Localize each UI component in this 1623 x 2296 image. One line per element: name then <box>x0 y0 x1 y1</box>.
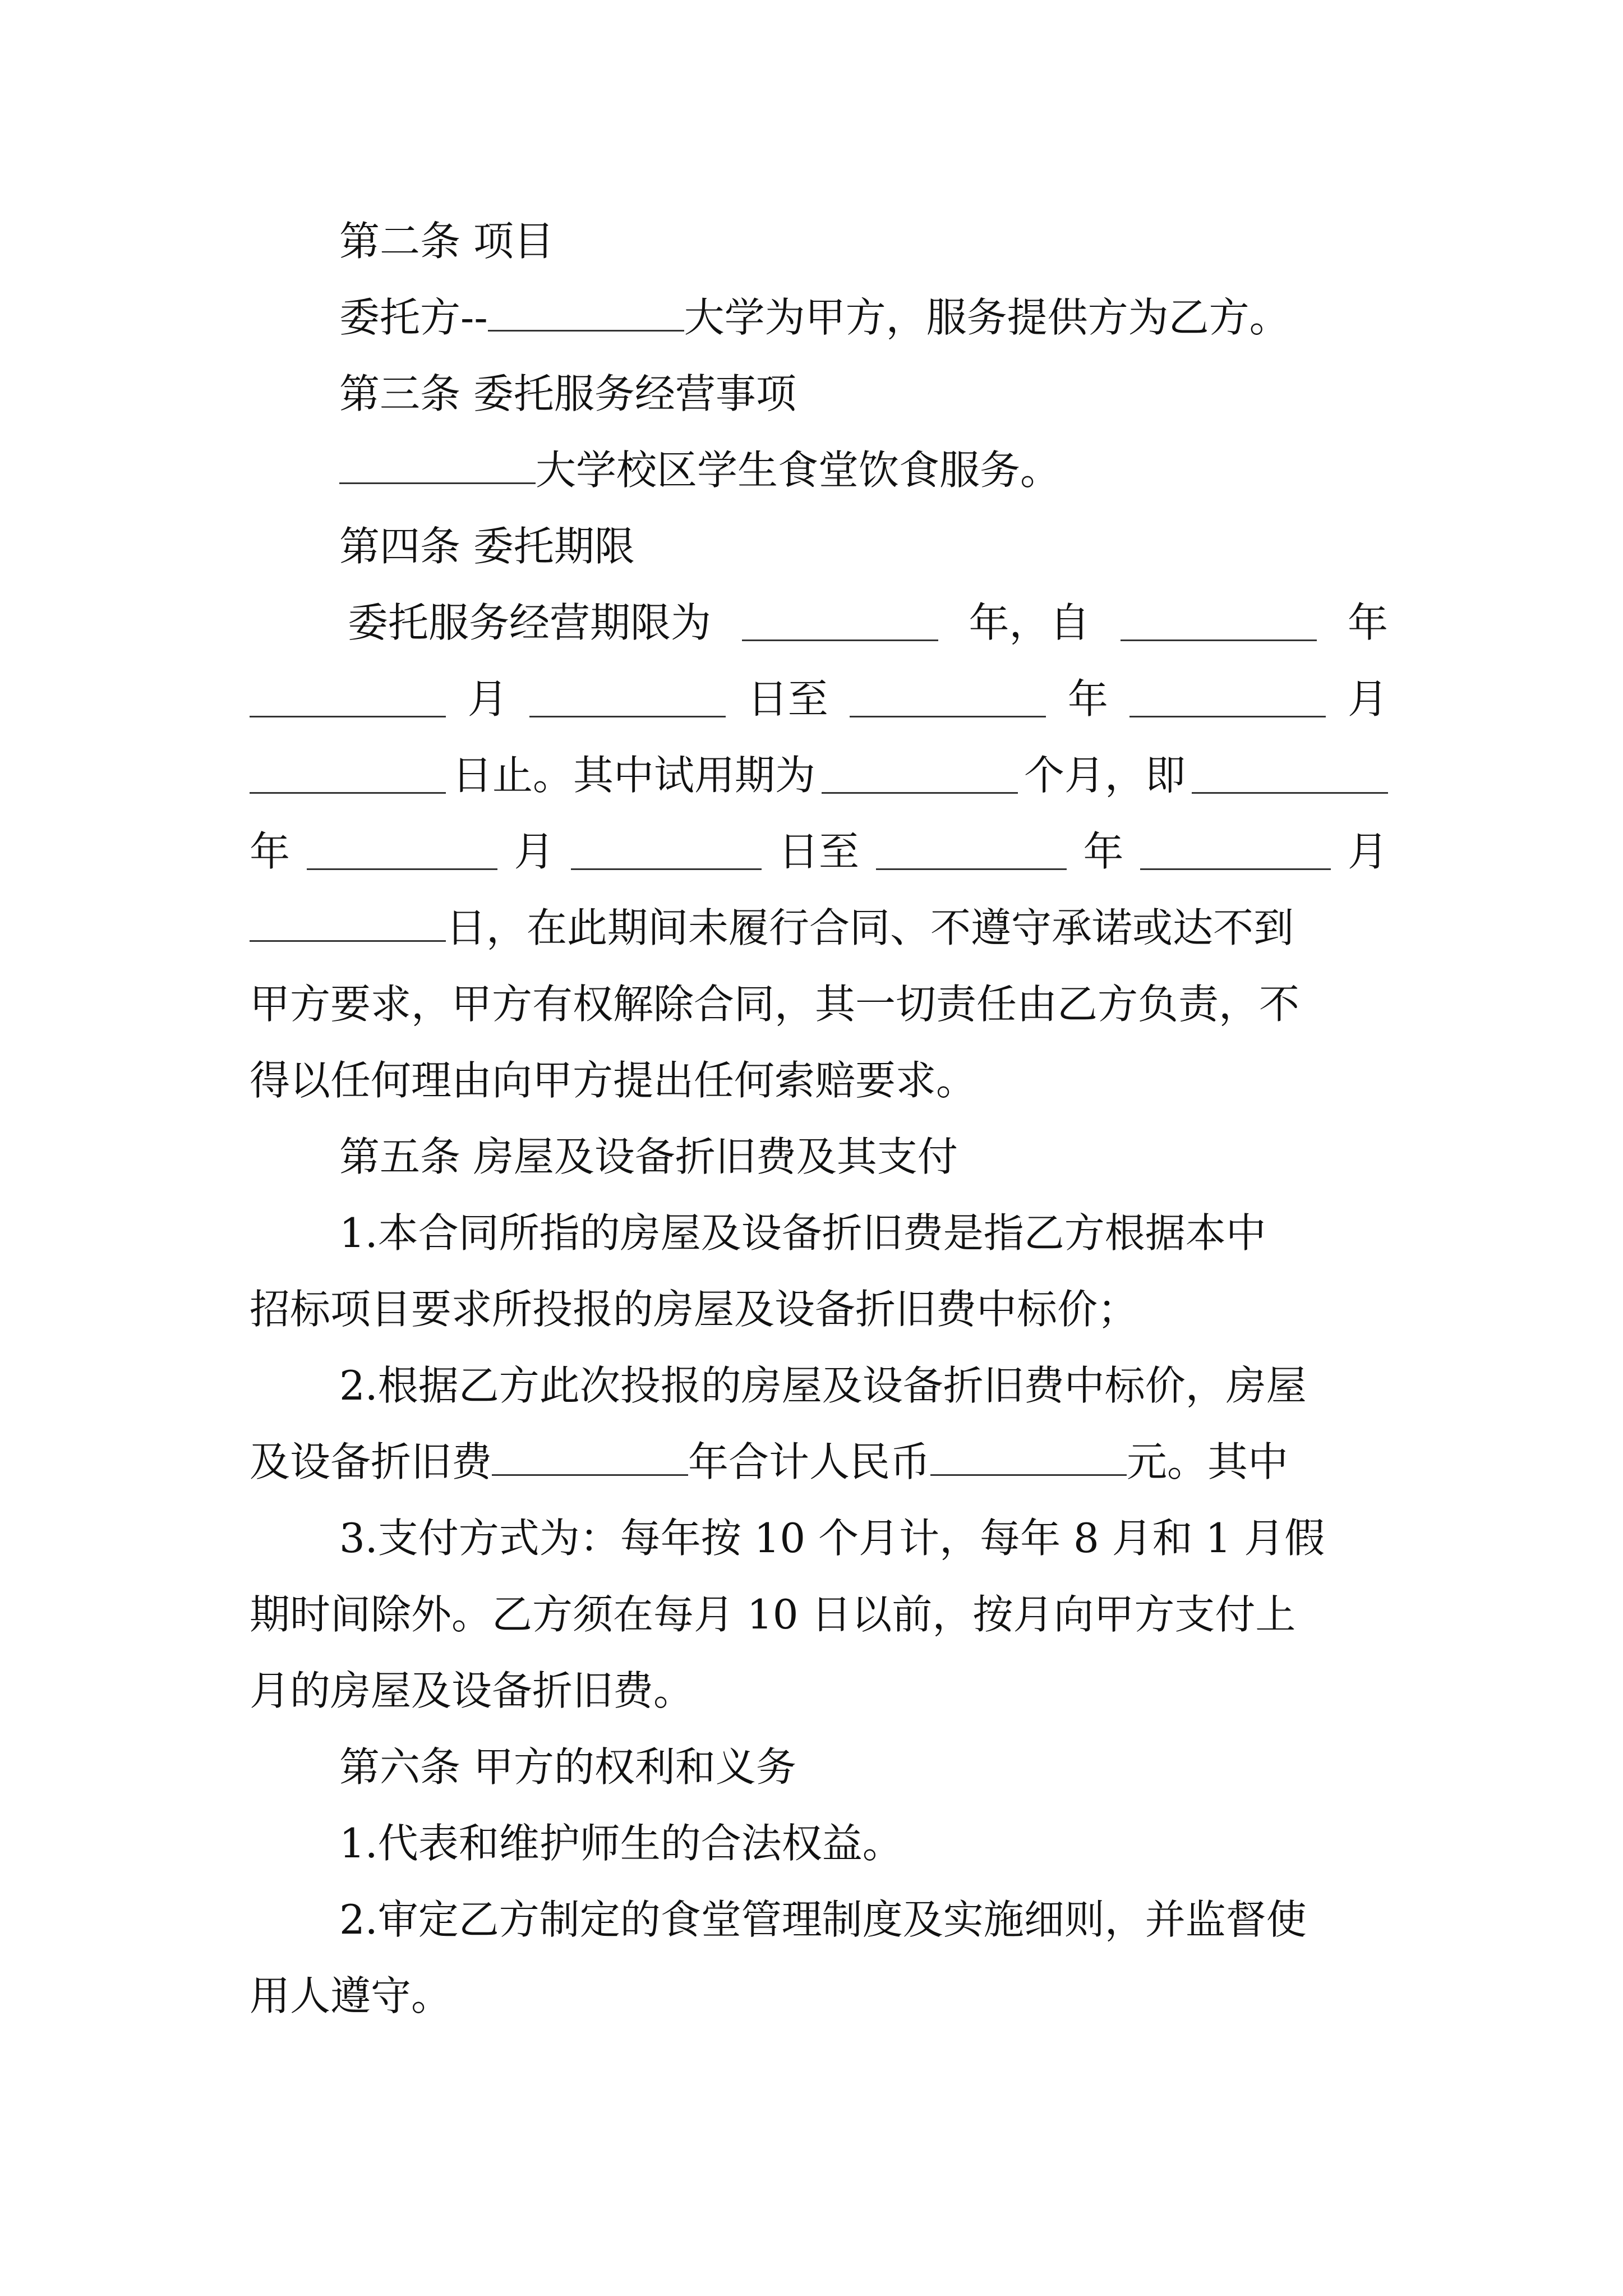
article-2-text <box>250 279 1388 356</box>
text-segment: 月 <box>514 828 555 875</box>
text-segment: 年 <box>1347 599 1388 646</box>
blank-field[interactable] <box>488 295 684 332</box>
article-5-item-1-line-2 <box>250 1271 1388 1347</box>
article-4-line-5 <box>250 890 1388 966</box>
text-segment: 年 <box>1067 675 1108 723</box>
article-6-heading-text: 第六条 甲方的权利和义务 <box>339 1743 796 1791</box>
article-2-heading-text: 第二条 项目 <box>339 218 554 265</box>
blank-field[interactable] <box>250 757 446 794</box>
text-segment: 日至 <box>747 675 828 723</box>
blank-field[interactable] <box>250 905 446 942</box>
blank-field[interactable] <box>850 681 1046 717</box>
text-segment: 个月，即 <box>1023 752 1186 799</box>
article-5-heading <box>250 1119 1388 1195</box>
article-2-text-b: 大学为甲方，服务提供方为乙方。 <box>684 294 1290 341</box>
article-4-heading-text: 第四条 委托期限 <box>339 523 635 570</box>
text-segment: 2.根据乙方此次投报的房屋及设备折旧费中标价，房屋 <box>339 1362 1307 1409</box>
blank-field[interactable] <box>742 605 938 641</box>
article-4-line-7 <box>250 1042 1388 1119</box>
text-segment: 月 <box>1347 828 1388 875</box>
text-segment: 日至 <box>778 828 859 875</box>
text-segment: 年 <box>1083 828 1124 875</box>
article-4-line-2 <box>250 661 1388 737</box>
article-5-item-3-line-3 <box>250 1653 1388 1729</box>
article-4-line-4 <box>250 813 1388 890</box>
article-4-heading <box>250 508 1388 585</box>
text-segment: 1.代表和维护师生的合法权益。 <box>339 1820 903 1867</box>
article-6-item-2-line-2 <box>250 1958 1388 2034</box>
blank-field[interactable] <box>529 681 726 717</box>
article-4-line-6 <box>250 966 1388 1042</box>
blank-field[interactable] <box>930 1439 1127 1476</box>
blank-field[interactable] <box>571 834 762 870</box>
text-segment: 年，自 <box>969 599 1090 646</box>
article-5-heading-text: 第五条 房屋及设备折旧费及其支付 <box>339 1133 958 1180</box>
text-segment: 年合计人民币 <box>688 1438 931 1485</box>
article-5-item-2-line-2 <box>250 1424 1388 1500</box>
article-2-text-a: 委托方-- <box>339 294 488 341</box>
blank-field[interactable] <box>1140 834 1331 870</box>
text-segment: 日，在此期间未履行合同、不遵守承诺或达不到 <box>446 904 1294 951</box>
text-segment: 3.支付方式为：每年按 10 个月计，每年 8 月和 1 月假 <box>339 1515 1325 1562</box>
text-segment: 月 <box>467 675 508 723</box>
text-segment: 元。其中 <box>1127 1438 1289 1485</box>
text-segment: 委托服务经营期限为 <box>348 599 712 646</box>
article-5-item-2-line-1 <box>250 1347 1388 1424</box>
article-4-line-3 <box>250 737 1388 813</box>
text-segment: 月的房屋及设备折旧费。 <box>250 1667 694 1714</box>
blank-field[interactable] <box>1192 757 1388 794</box>
text-segment: 年 <box>250 828 291 875</box>
text-segment: 2.审定乙方制定的食堂管理制度及实施细则，并监督使 <box>339 1896 1307 1943</box>
article-2-heading <box>250 203 1388 279</box>
blank-field[interactable] <box>822 757 1018 794</box>
article-5-item-1-line-1 <box>250 1195 1388 1271</box>
text-segment: 日止。其中试用期为 <box>451 752 815 799</box>
article-5-item-3-line-2 <box>250 1576 1388 1653</box>
blank-field[interactable] <box>1121 605 1317 641</box>
blank-field[interactable] <box>339 448 536 484</box>
article-3-heading <box>250 356 1388 432</box>
blank-field[interactable] <box>250 681 446 717</box>
article-3-text <box>250 432 1388 508</box>
text-segment: 1.本合同所指的房屋及设备折旧费是指乙方根据本中 <box>339 1209 1266 1257</box>
blank-field[interactable] <box>876 834 1067 870</box>
text-segment: 期时间除外。乙方须在每月 10 日以前，按月向甲方支付上 <box>250 1591 1296 1638</box>
text-segment: 月 <box>1347 675 1388 723</box>
text-segment: 得以任何理由向甲方提出任何索赔要求。 <box>250 1057 977 1104</box>
text-segment: 甲方要求，甲方有权解除合同，其一切责任由乙方负责，不 <box>250 981 1300 1028</box>
article-4-line-1 <box>250 585 1388 661</box>
text-segment: 招标项目要求所投报的房屋及设备折旧费中标价； <box>250 1286 1138 1333</box>
text-segment: 及设备折旧费 <box>250 1438 492 1485</box>
blank-field[interactable] <box>492 1439 688 1476</box>
article-6-item-2-line-1 <box>250 1881 1388 1958</box>
article-3-text-body: 大学校区学生食堂饮食服务。 <box>536 447 1061 494</box>
article-3-heading-text: 第三条 委托服务经营事项 <box>339 370 796 417</box>
article-6-heading <box>250 1729 1388 1805</box>
article-6-item-1 <box>250 1805 1388 1881</box>
article-5-item-3-line-1 <box>250 1500 1388 1576</box>
blank-field[interactable] <box>307 834 497 870</box>
text-segment: 用人遵守。 <box>250 1972 452 2019</box>
blank-field[interactable] <box>1129 681 1326 717</box>
